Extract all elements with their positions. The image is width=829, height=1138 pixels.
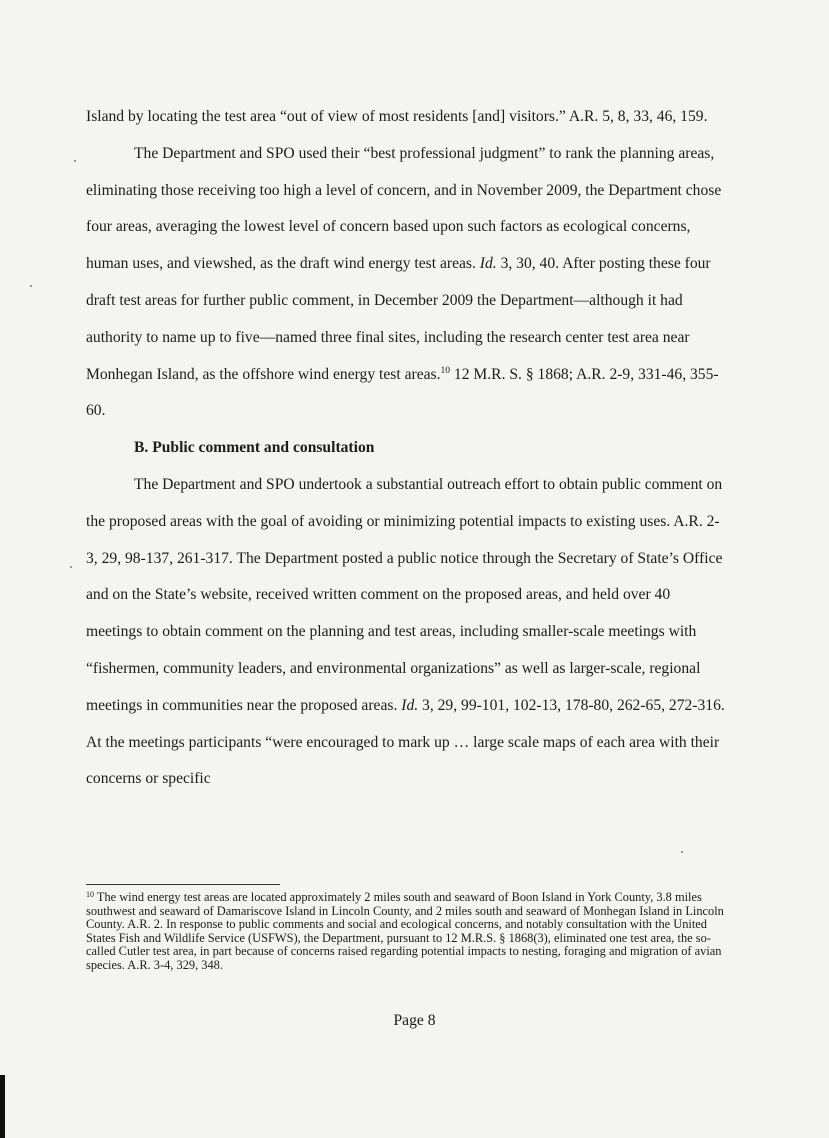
paragraph-3-text-b: 3, 29, 99-101, 102-13, 178-80, 262-65, 272-316. At the meetings participants “were encouraged to mark up … large scale maps of each area with their concerns or specific — [86, 696, 725, 788]
paragraph-2-text-a: The Department and SPO used their “best professional judgment” to rank the planning areas, eliminating those receiving too high a level of concern, and in November 2009, the Department chose four areas, averaging the lowest level of concern based upon such factors as ecological concerns, human uses, and viewshed, as the draft wind energy test areas. — [86, 144, 722, 273]
footnote-reference[interactable]: 10 — [440, 365, 451, 376]
paragraph-3-text-a: The Department and SPO undertook a substantial outreach effort to obtain public comment on the proposed areas with the goal of avoiding or minimizing potential impacts to existing uses. A.R. 2-3, 29, 98-137, 261-317. The Department posted a public notice through the Secretary of State’s Office and on the State’s website, received written comment on the proposed areas, and held over 40 meetings to obtain comment on the planning and test areas, including smaller-scale meetings with “fishermen, community leaders, and environmental organizations” as well as larger-scale, regional meetings in communities near the proposed areas. — [86, 475, 723, 714]
footnote-number: 10 — [86, 890, 94, 899]
footnote-divider — [86, 884, 280, 885]
paragraph-3 — [86, 467, 726, 798]
scan-speck — [681, 851, 683, 853]
paragraph-2 — [86, 136, 726, 430]
paragraph-2-text-b: 3, 30, 40. After posting these four draft test areas for further public comment, in December 2009 the Department—although it had authority to name up to five—named three final sites, including the research center test area near Monhegan Island, as the offshore wind energy test areas. — [86, 255, 711, 383]
footnote — [86, 891, 734, 973]
scan-speck — [70, 566, 72, 568]
citation-id: Id. — [479, 255, 497, 273]
section-heading: B. Public comment and consultation — [134, 439, 375, 457]
scan-speck — [30, 285, 32, 287]
scan-edge-shadow — [0, 1075, 5, 1138]
footnote-text: The wind energy test areas are located approximately 2 miles south and seaward of Boon Island in York County, 3.8 miles southwest and seaward of Damariscove Island in Lincoln County, and 2 miles south and seaward of Monhegan Island in Lincoln County. A.R. 2. In response to public comments and social and ecological concerns, and notably consultation with the United States Fish and Wildlife Service (USFWS), the Department, pursuant to 12 M.R.S. § 1868(3), eliminated one test area, the so-called Cutler test area, in part because of concerns raised regarding potential impacts to nesting, foraging and migration of avian species. A.R. 3-4, 329, 348. — [86, 890, 724, 972]
body-text — [86, 99, 726, 798]
citation-id: Id. — [401, 696, 419, 714]
paragraph-1: Island by locating the test area “out of view of most residents [and] visitors.” A.R. 5, 8, 33, 46, 159. — [86, 108, 708, 125]
scan-speck — [74, 160, 76, 162]
paragraph-2-text-c: 12 M.R. S. § 1868; A.R. 2-9, 331-46, 355-60. — [86, 365, 719, 420]
page-number: Page 8 — [393, 1012, 436, 1029]
